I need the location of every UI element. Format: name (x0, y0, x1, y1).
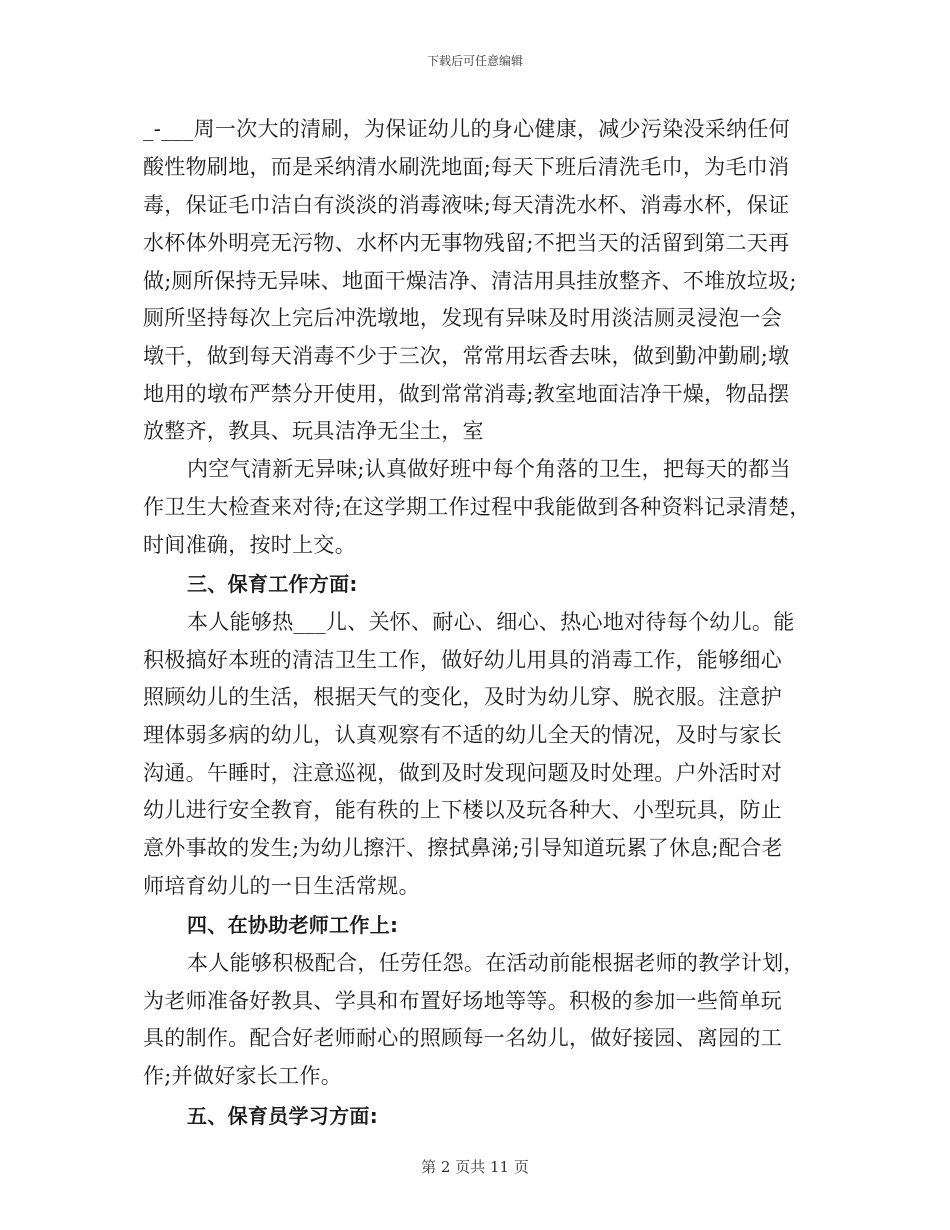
section-heading: 五、保育员学习方面: (187, 1104, 378, 1128)
body-line: 做;厕所保持无异味、地面干燥洁净、清洁用具挂放整齐、不堆放垃圾; (143, 269, 797, 293)
page-header: 下载后可任意编辑 (426, 54, 523, 68)
body-line: 酸性物刷地，而是采纳清水刷洗地面;每天下班后清洗毛巾，为毛巾消 (143, 155, 790, 179)
body-line: 意外事故的发生;为幼儿擦汗、擦拭鼻涕;引导知道玩累了休息;配合老 (143, 836, 783, 860)
body-line: 毒，保证毛巾洁白有淡淡的消毒液味;每天清洗水杯、消毒水杯，保证 (143, 193, 790, 217)
body-line: 照顾幼儿的生活，根据天气的变化，及时为幼儿穿、脱衣服。注意护 (143, 685, 782, 709)
body-line: 厕所坚持每次上完后冲洗墩地，发现有异味及时用淡洁厕灵浸泡一会 (143, 306, 782, 330)
body-line: 具的制作。配合好老师耐心的照顾每一名幼儿，做好接园、离园的工 (143, 1026, 782, 1050)
body-line: 水杯体外明亮无污物、水杯内无事物残留;不把当天的活留到第二天再 (143, 231, 790, 255)
body-line: 墩干，做到每天消毒不少于三次，常常用坛香去味，做到勤冲勤刷;墩 (143, 344, 790, 368)
body-line: 理体弱多病的幼儿，认真观察有不适的幼儿全天的情况，及时与家长 (143, 723, 782, 747)
body-line: 地用的墩布严禁分开使用，做到常常消毒;教室地面洁净干燥，物品摆 (143, 382, 790, 406)
paragraph-first-line: 内空气清新无异味;认真做好班中每个角落的卫生，把每天的都当 (187, 457, 791, 481)
body-line: 沟通。午睡时，注意巡视，做到及时发现问题及时处理。户外活时对 (143, 761, 782, 785)
body-line: 放整齐，教具、玩具洁净无尘土，室 (143, 419, 484, 443)
body-line: 作;并做好家长工作。 (143, 1064, 343, 1088)
page-footer: 第 2 页共 11 页 (421, 1158, 529, 1176)
body-line: _-___周一次大的清刷，为保证幼儿的身心健康，减少污染没采纳任何 (143, 117, 790, 141)
section-heading: 四、在协助老师工作上: (187, 913, 399, 937)
section-heading: 三、保育工作方面: (187, 572, 358, 596)
body-line: 幼儿进行安全教育，能有秩的上下楼以及玩各种大、小型玩具，防止 (143, 798, 782, 822)
body-line: 师培育幼儿的一日生活常规。 (143, 874, 420, 898)
body-line: 时间准确，按时上交。 (143, 533, 356, 557)
paragraph-first-line: 本人能够热___儿、关怀、耐心、细心、热心地对待每个幼儿。能 (187, 610, 795, 634)
body-line: 作卫生大检查来对待;在这学期工作过程中我能做到各种资料记录清楚， (143, 495, 811, 519)
body-line: 积极搞好本班的清洁卫生工作，做好幼儿用具的消毒工作，能够细心 (143, 648, 782, 672)
paragraph-first-line: 本人能够积极配合，任劳任怨。在活动前能根据老师的教学计划， (187, 951, 805, 975)
body-line: 为老师准备好教具、学具和布置好场地等等。积极的参加一些简单玩 (143, 989, 782, 1013)
